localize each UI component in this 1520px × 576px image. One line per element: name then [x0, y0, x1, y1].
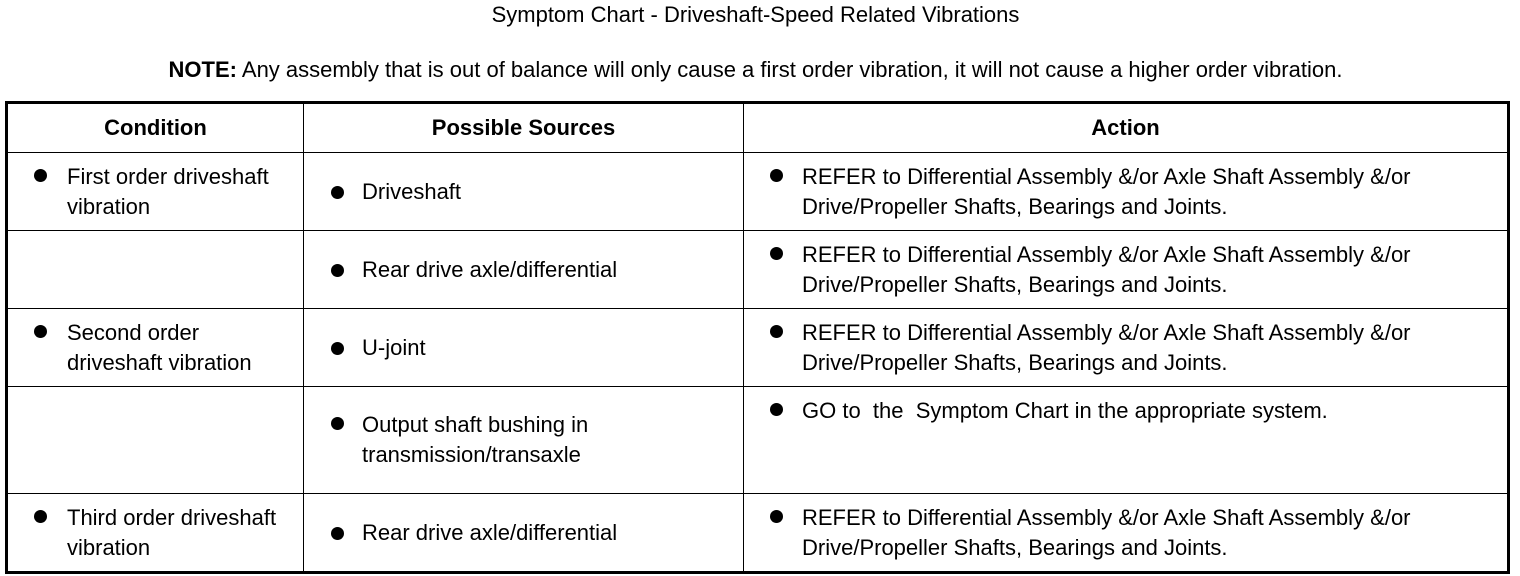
bullet-icon — [331, 264, 344, 277]
note-label: NOTE: — [168, 57, 237, 82]
bullet-icon — [34, 510, 47, 523]
chart-title: Symptom Chart - Driveshaft-Speed Related Vibrations — [491, 2, 1020, 27]
header-possible-sources: Possible Sources — [304, 103, 744, 153]
note — [0, 57, 1511, 83]
condition-cell — [7, 387, 304, 494]
action-text: REFER to Differential Assembly &/or Axle Shaft Assembly &/or Drive/Propeller Shafts, Bearings and Joints. — [802, 242, 1411, 297]
bullet-icon — [770, 325, 783, 338]
bullet-icon — [770, 403, 783, 416]
bullet-icon — [770, 169, 783, 182]
source-text: Driveshaft — [362, 178, 462, 204]
action-cell — [744, 387, 1509, 494]
source-cell — [304, 494, 744, 573]
condition-text: Second order driveshaft vibration — [67, 320, 252, 375]
condition-cell — [7, 153, 304, 231]
table-row — [7, 231, 1509, 309]
source-cell — [304, 153, 744, 231]
source-cell — [304, 309, 744, 387]
header-condition: Condition — [7, 103, 304, 153]
source-text: Output shaft bushing in transmission/transaxle — [362, 412, 589, 467]
bullet-icon — [34, 169, 47, 182]
condition-text: First order driveshaft vibration — [67, 164, 269, 219]
table-row — [7, 494, 1509, 573]
action-text: REFER to Differential Assembly &/or Axle Shaft Assembly &/or Drive/Propeller Shafts, Bearings and Joints. — [802, 505, 1411, 560]
bullet-icon — [331, 417, 344, 430]
source-text: Rear drive axle/differential — [362, 256, 618, 282]
action-cell — [744, 153, 1509, 231]
table-row — [7, 153, 1509, 231]
bullet-icon — [331, 342, 344, 355]
source-text: U-joint — [362, 334, 426, 360]
bullet-icon — [331, 527, 344, 540]
condition-text: Third order driveshaft vibration — [67, 505, 277, 560]
condition-cell — [7, 309, 304, 387]
bullet-icon — [34, 325, 47, 338]
action-text: REFER to Differential Assembly &/or Axle Shaft Assembly &/or Drive/Propeller Shafts, Bearings and Joints. — [802, 320, 1411, 375]
table-header-row — [7, 103, 1509, 153]
source-cell — [304, 231, 744, 309]
source-text: Rear drive axle/differential — [362, 519, 618, 545]
table-row — [7, 387, 1509, 494]
source-cell — [304, 387, 744, 494]
table-row — [7, 309, 1509, 387]
action-cell — [744, 494, 1509, 573]
condition-cell — [7, 494, 304, 573]
action-text: GO to the Symptom Chart in the appropriate system. — [802, 398, 1328, 423]
action-cell — [744, 231, 1509, 309]
symptom-table — [5, 101, 1510, 574]
note-text: Any assembly that is out of balance will only cause a first order vibration, it will not cause a higher order vibration. — [237, 57, 1343, 82]
action-text: REFER to Differential Assembly &/or Axle Shaft Assembly &/or Drive/Propeller Shafts, Bearings and Joints. — [802, 164, 1411, 219]
bullet-icon — [331, 186, 344, 199]
action-cell — [744, 309, 1509, 387]
bullet-icon — [770, 247, 783, 260]
header-action: Action — [744, 103, 1509, 153]
condition-cell — [7, 231, 304, 309]
bullet-icon — [770, 510, 783, 523]
